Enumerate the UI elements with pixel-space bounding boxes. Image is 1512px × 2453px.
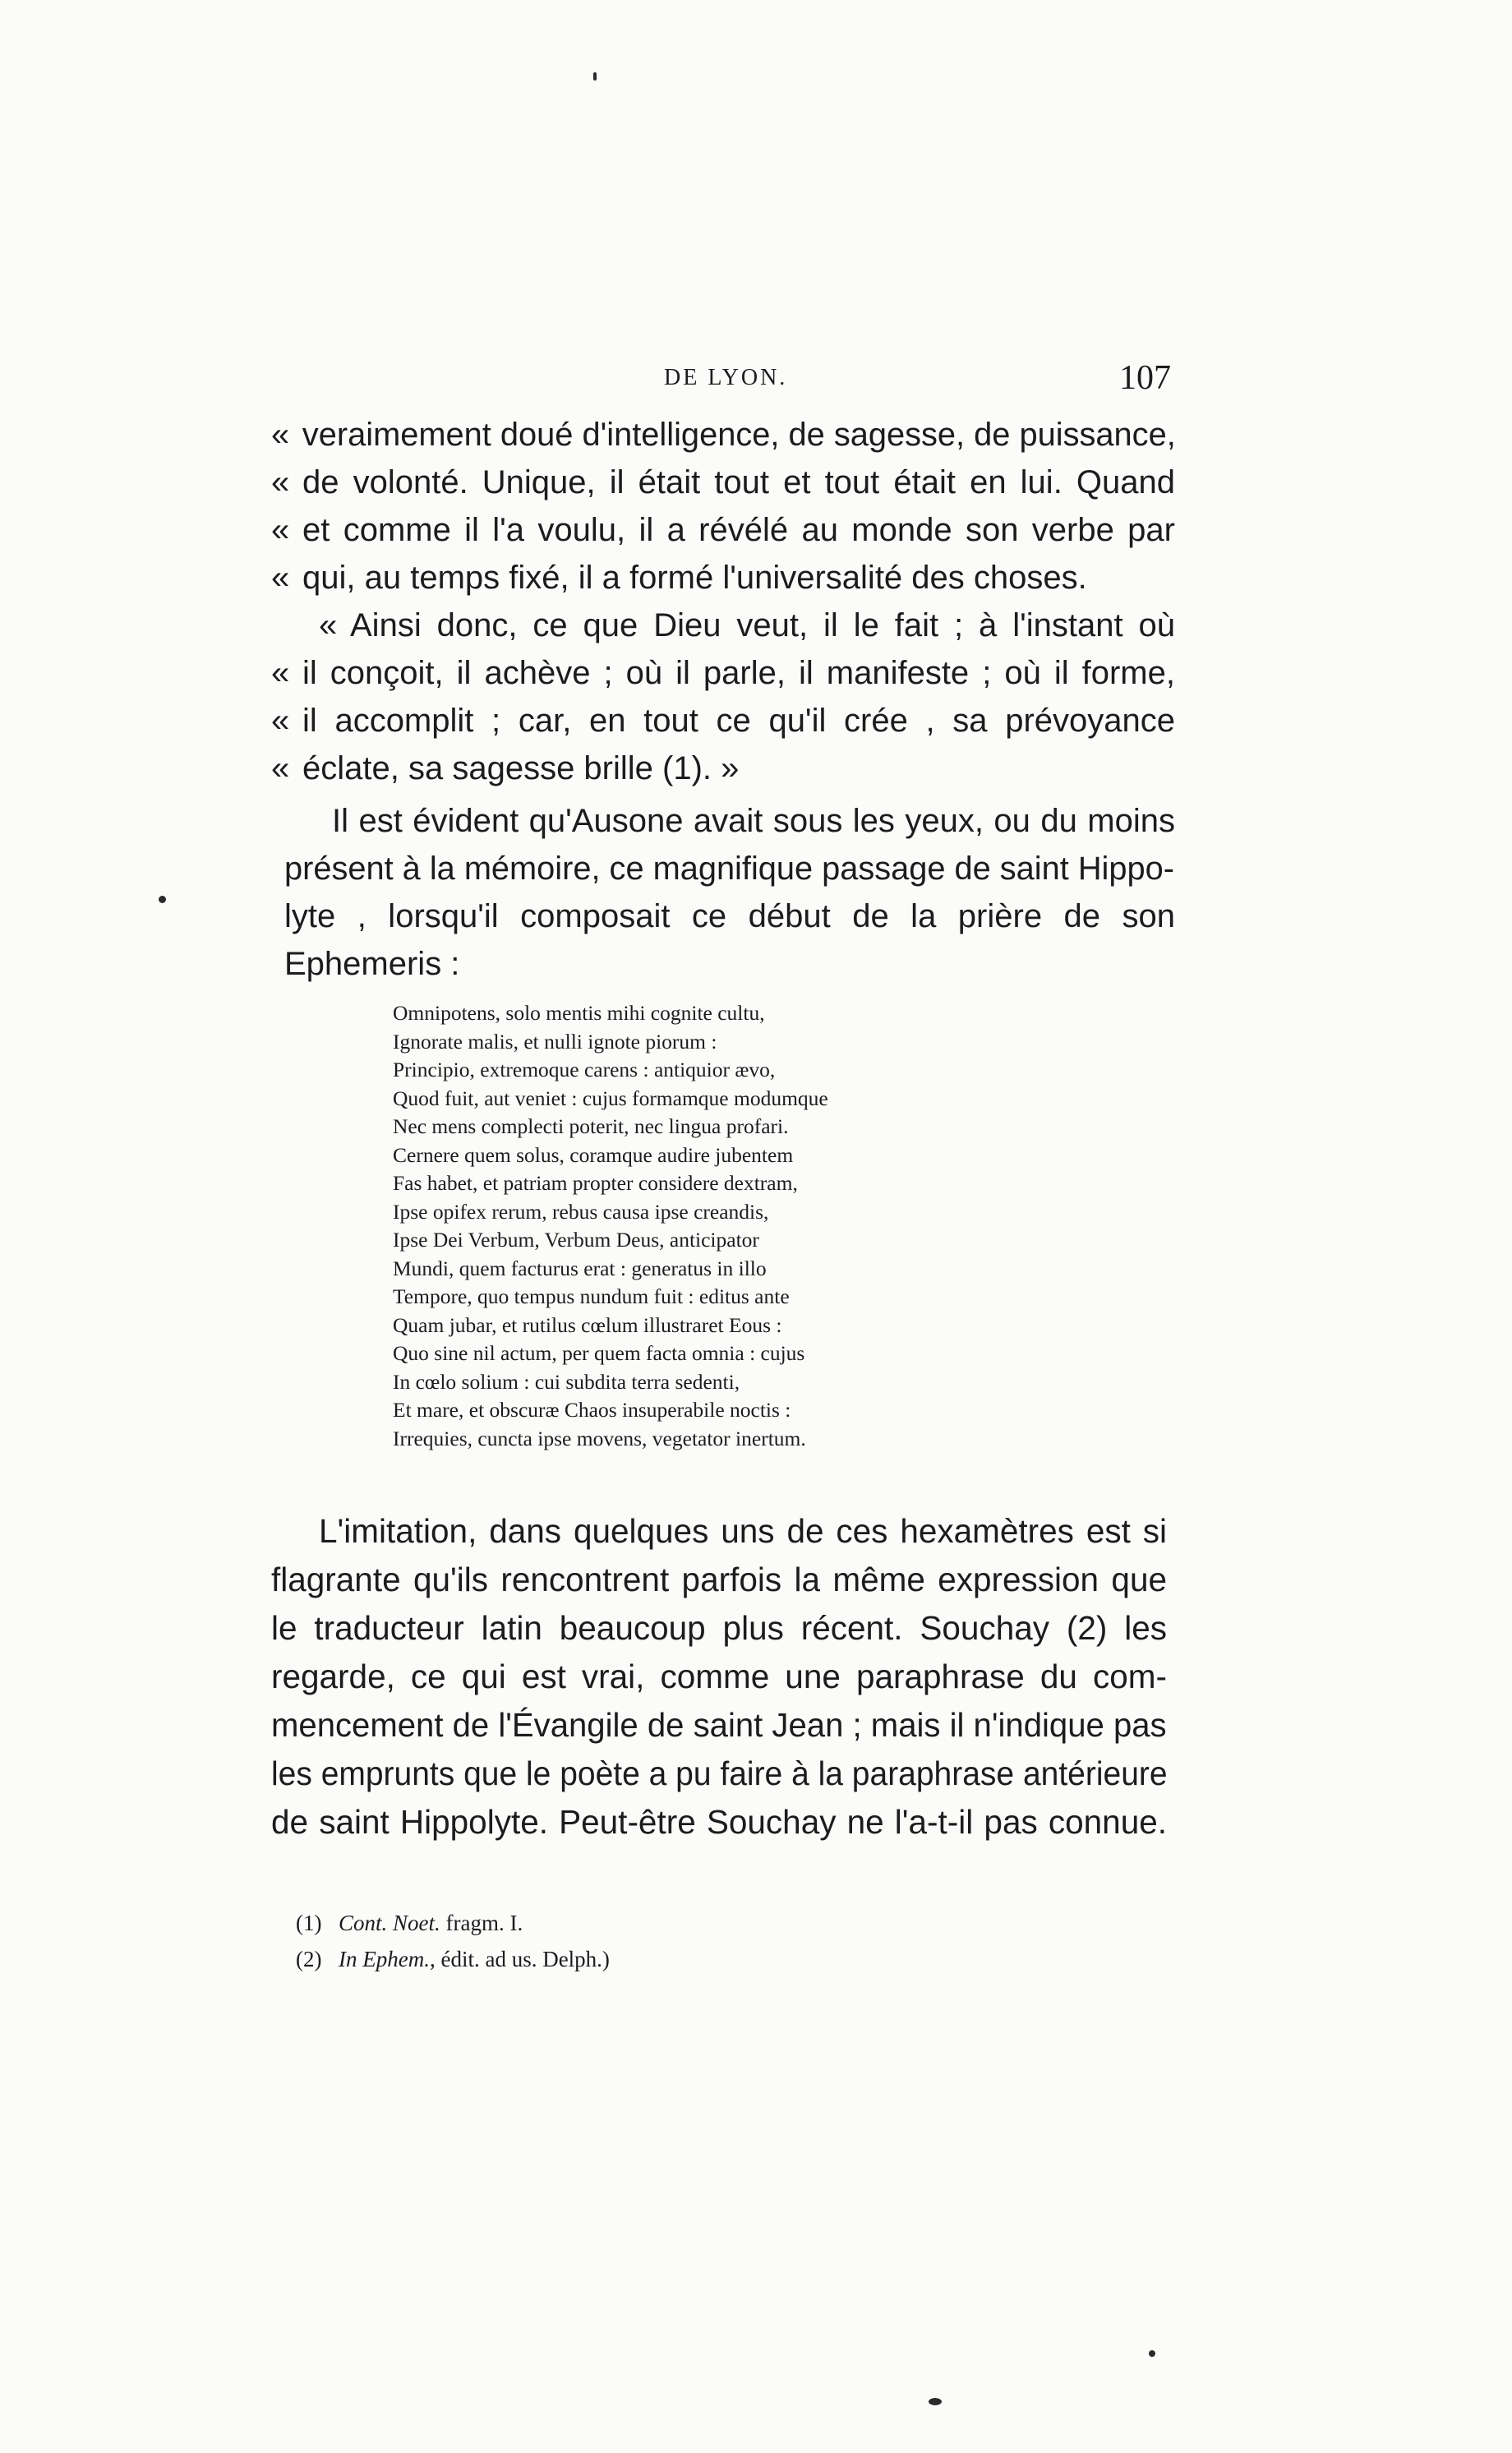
verse-line: Ignorate malis, et nulli ignote piorum : [393,1029,717,1054]
quote-mark: « [271,417,290,453]
verse-line: Tempore, quo tempus nundum fuit : editus ante [393,1284,790,1308]
footnote-title: Cont. Noet. [339,1911,440,1935]
ink-speck [929,2398,942,2405]
ink-speck [1149,2350,1155,2357]
quote-text: il conçoit, il achève ; où il parle, il manifeste ; où il forme, [302,655,1175,691]
footnotes [296,1905,871,1977]
verse-line: Fas habet, et patriam propter considere dextram, [393,1171,798,1195]
footnote [296,1905,871,1941]
quote-text: de volonté. Unique, il était tout et tout était en lui. Quand [302,464,1175,500]
verse-line: Ipse opifex rerum, rebus causa ipse creandis, [393,1199,769,1224]
quote-text: veraimement doué d'intelligence, de sagesse, de puissance, [302,417,1176,453]
quote-text: et comme il l'a voulu, il a révélé au monde son verbe par [302,512,1175,548]
verse-line: Quod fuit, aut veniet : cujus formamque modumque [393,1086,828,1110]
ink-speck [593,72,597,81]
latin-verse [393,999,1042,1453]
footnote-mark: (2) [296,1947,322,1971]
footnote [296,1941,871,1977]
quote-mark: « [271,512,290,548]
quote-line [271,459,1175,506]
quote-mark: « [319,607,338,643]
footnote-text: fragm. I. [445,1911,523,1935]
footnote-text: , édit. ad us. Delph.) [429,1947,610,1971]
text-line: le traducteur latin beaucoup plus récent. Souchay (2) les [271,1609,1167,1647]
verse-line: Ipse Dei Verbum, Verbum Deus, anticipator [393,1228,759,1252]
quote-text: il accomplit ; car, en tout ce qu'il crée , sa prévoyance [302,703,1175,739]
quote-mark: « [271,703,290,739]
text-line: regarde, ce qui est vrai, comme une paraphrase du com- [271,1658,1167,1695]
quote-line [271,554,1175,602]
quote-line [271,649,1175,697]
text-line: les emprunts que le poète a pu faire à la paraphrase antérieure [271,1754,1168,1792]
text-line: de saint Hippolyte. Peut-être Souchay ne l'a-t-il pas connue. [271,1803,1167,1841]
verse-line: Principio, extremoque carens : antiquior ævo, [393,1058,776,1081]
ink-speck [159,896,166,903]
text-line: Ephemeris : [284,946,460,982]
verse-line: Cernere quem solus, coramque audire jubentem [393,1142,794,1167]
verse-line: Mundi, quem facturus erat : generatus in illo [393,1256,767,1280]
quote-line [271,697,1175,745]
quotation-block [271,411,1175,792]
footnote-title: In Ephem. [339,1947,430,1971]
verse-line: Quam jubar, et rutilus cœlum illustraret Eous : [393,1312,782,1337]
quote-line [271,745,1175,792]
quote-text: Ainsi donc, ce que Dieu veut, il le fait ; à l'instant où [350,607,1175,643]
quote-mark: « [271,560,290,596]
verse-line: Quo sine nil actum, per quem facta omnia : cujus [393,1341,805,1365]
text-line: mencement de l'Évangile de saint Jean ; mais il n'indique pas [271,1706,1167,1744]
page-number: 107 [1119,359,1171,397]
running-title: DE LYON. [664,365,788,390]
verse-line: Et mare, et obscuræ Chaos insuperabile noctis : [393,1398,791,1422]
quote-mark: « [271,655,290,691]
quote-mark: « [271,750,290,786]
quote-line [271,411,1176,459]
page-header [0,359,1512,406]
verse-line: Omnipotens, solo mentis mihi cognite cultu, [393,1001,765,1025]
quote-line [271,506,1175,554]
verse-line: Irrequies, cuncta ipse movens, vegetator inertum. [393,1426,806,1450]
quote-mark: « [271,464,290,500]
quote-text: qui, au temps fixé, il a formé l'universalité des choses. [302,560,1087,596]
text-line: L'imitation, dans quelques uns de ces hexamètres est si [319,1512,1167,1550]
quote-text: éclate, sa sagesse brille (1). » [302,750,740,786]
text-line: présent à la mémoire, ce magnifique passage de saint Hippo- [284,851,1174,887]
paragraph-ausone [284,797,1175,988]
verse-line: Nec mens complecti poterit, nec lingua profari. [393,1114,789,1138]
footnote-mark: (1) [296,1911,322,1935]
text-line: lyte , lorsqu'il composait ce début de la prière de son [284,898,1175,934]
text-line: flagrante qu'ils rencontrent parfois la même expression que [271,1561,1167,1598]
quote-line [271,602,1175,649]
verse-line: In cœlo solium : cui subdita terra sedenti, [393,1369,740,1394]
text-line: Il est évident qu'Ausone avait sous les yeux, ou du moins [332,803,1175,839]
paragraph-imitation [271,1507,1167,1847]
